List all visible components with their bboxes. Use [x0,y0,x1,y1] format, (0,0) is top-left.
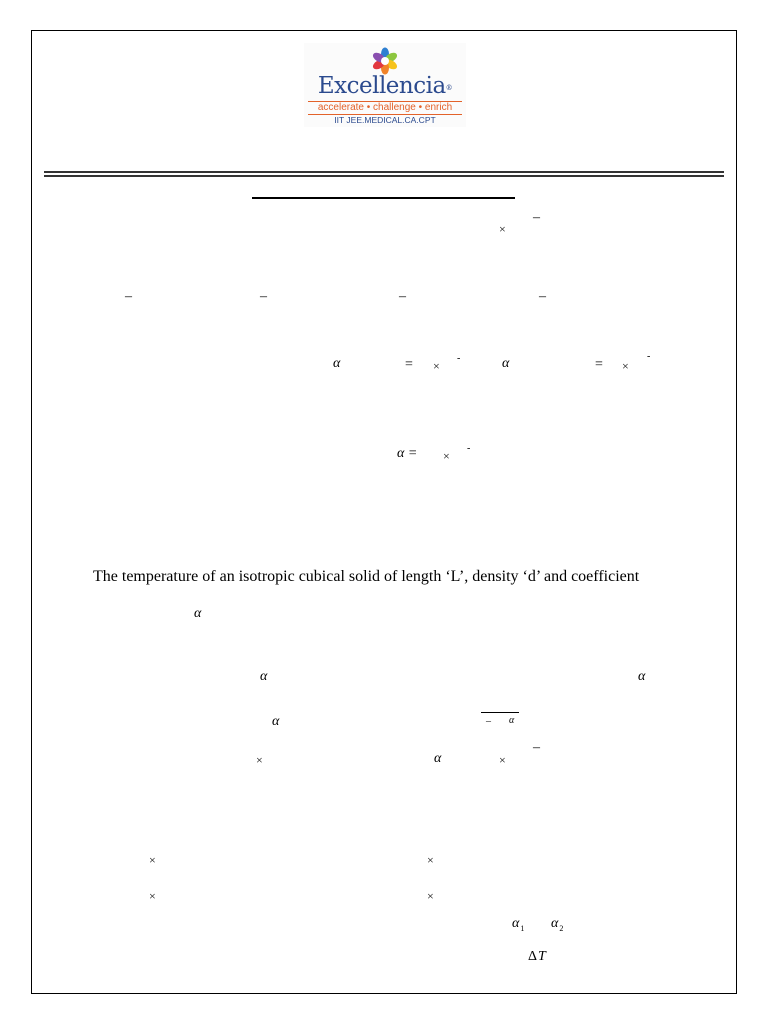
problem-text: The temperature of an isotropic cubical solid of length ‘L’, density ‘d’ and coefficient [93,568,640,585]
times-symbol: × [149,889,156,903]
alpha-symbol: α [434,751,442,766]
times-symbol: × [427,853,434,867]
alpha-symbol: α [260,669,268,684]
subscript-2: 2 [559,924,564,933]
tagline-frame [308,101,462,115]
alpha-symbol: α [272,714,280,729]
courses-line: IIT JEE.MEDICAL.CA.CPT [334,115,436,125]
swirl-logo-icon [371,47,399,75]
header-divider-bottom [44,175,724,177]
alpha-symbol: α [638,669,646,684]
brand-name: Excellencia® [317,73,453,99]
superscript-minus: - [457,353,461,364]
minus-sign: – [539,289,546,304]
times-symbol: × [427,889,434,903]
alpha-1-symbol: $\alpha_1$ [512,916,525,933]
alpha-symbol: α [333,356,341,371]
times-symbol: × [443,449,450,463]
times-symbol: × [149,853,156,867]
minus-sign: – [260,289,267,304]
times-symbol: × [499,222,506,236]
tagline: accelerate • challenge • enrich [317,102,453,113]
delta-symbol: Δ [528,949,538,964]
temperature-variable: T [538,949,546,964]
subscript-1: 1 [520,924,525,933]
alpha-equals: α = [397,446,418,461]
times-symbol: × [499,753,506,767]
minus-sign: – [125,289,132,304]
alpha-symbol: α [194,606,202,621]
alpha-2-symbol: $\alpha_2$ [551,916,564,933]
registered-mark: ® [445,84,453,92]
minus-sign: – [533,740,540,755]
equals-sign: = [405,357,413,372]
times-symbol: × [433,359,440,373]
superscript-minus: - [647,351,651,362]
alpha-symbol: α [502,356,510,371]
minus-sign: – [399,289,406,304]
minus-sign: – [486,716,491,727]
logo [304,43,466,127]
times-symbol: × [622,359,629,373]
title-underline [252,197,515,199]
header-divider-top [44,171,724,173]
superscript-minus: - [467,443,471,454]
times-symbol: × [256,753,263,767]
alpha-symbol: α [509,715,515,726]
equals-sign: = [595,357,603,372]
minus-sign: – [533,210,540,225]
